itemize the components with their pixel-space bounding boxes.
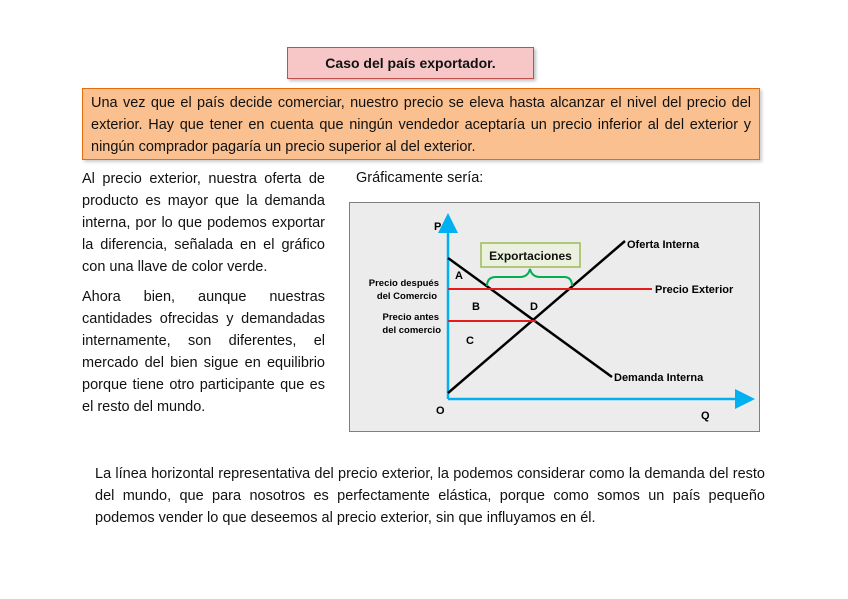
explanation-paragraph-1: Al precio exterior, nuestra oferta de producto es mayor que la demanda interna, por lo que podemos exportar la diferencia, señalada en el gráfico con una llave de color verde.: [82, 171, 325, 275]
explanation-column: [82, 168, 325, 426]
graph-caption: Gráficamente sería:: [356, 170, 484, 186]
conclusion-paragraph: La línea horizontal representativa del precio exterior, la podemos considerar como la demanda del resto del mundo, que para nosotros es perfectamente elástica, porque como somos un país pequeño podemos vender lo que deseemos al precio exterior, sin que influyamos en él.: [95, 466, 765, 526]
intro-callout: Una vez que el país decide comerciar, nuestro precio se eleva hasta alcanzar el nivel del precio del exterior. Hay que tener en cuenta que ningún vendedor aceptaría un precio inferior al del exterior y ningún comprador pagaría un precio superior al del exterior.: [82, 88, 760, 160]
slide-title-text: Caso del país exportador.: [325, 55, 496, 71]
price-before-label-2: del comercio: [382, 325, 441, 336]
exports-brace: [487, 269, 572, 286]
demand-label: Demanda Interna: [614, 372, 704, 384]
region-d-label: D: [530, 301, 538, 313]
export-diagram-svg: [350, 203, 761, 433]
slide-title: [287, 47, 534, 79]
price-after-label-1: Precio después: [368, 278, 439, 289]
supply-label: Oferta Interna: [627, 239, 700, 251]
region-a-label: A: [455, 270, 463, 282]
demand-curve: [448, 258, 612, 377]
y-axis-label: P: [434, 221, 442, 233]
explanation-paragraph-2: Ahora bien, aunque nuestras cantidades ofrecidas y demandadas internamente, son diferentes, el mercado del bien sigue en equilibrio porque tiene otro participante que es el resto del mundo.: [82, 289, 325, 415]
region-c-label: C: [466, 335, 474, 347]
price-after-label-2: del Comercio: [376, 291, 437, 302]
export-diagram: [349, 202, 760, 432]
exports-label: Exportaciones: [489, 249, 572, 263]
origin-label: O: [436, 405, 445, 417]
price-before-label-1: Precio antes: [382, 312, 439, 323]
x-axis-label: Q: [701, 410, 710, 422]
world-price-label: Precio Exterior: [655, 284, 734, 296]
region-b-label: B: [472, 301, 480, 313]
